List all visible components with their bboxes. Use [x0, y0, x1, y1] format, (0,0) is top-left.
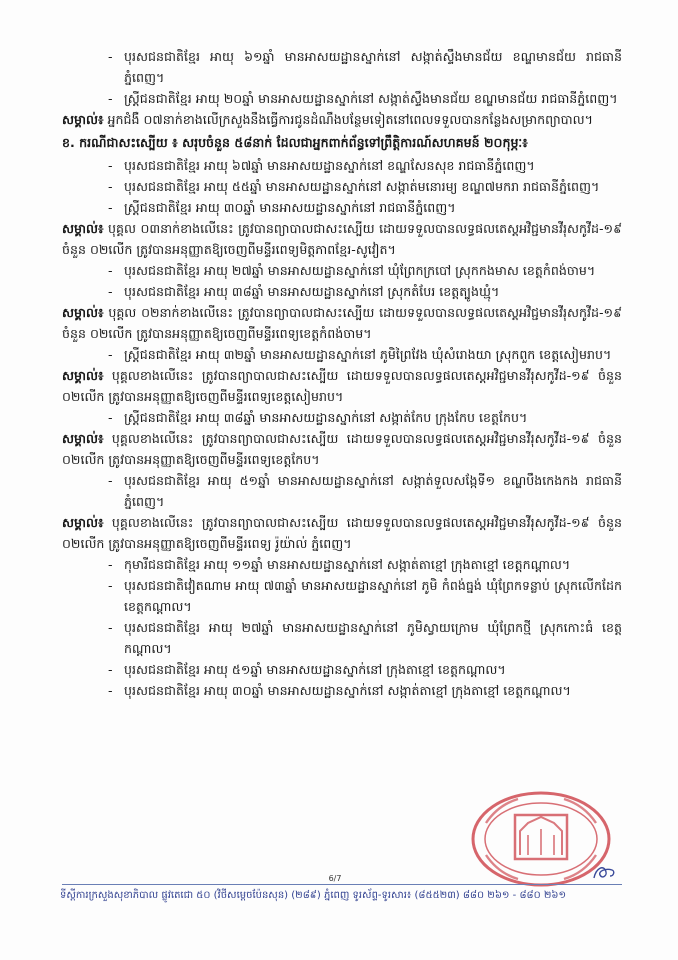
section-heading	[62, 132, 622, 153]
bullet-text: បុរសជនជាតិខ្មែរ អាយុ ៥៥ឆ្នាំ មានអាសយដ្ឋានស្នាក់នៅ សង្កាត់មនោរម្យ ខណ្ឌ៧មករា រាជធានីភ្នំពេញ។	[124, 179, 600, 194]
bullet-text: ស្ត្រីជនជាតិខ្មែរ អាយុ ២០ឆ្នាំ មានអាសយដ្ឋានស្នាក់នៅ សង្កាត់ស្ទឹងមានជ័យ ខណ្ឌមានជ័យ រាជធានីភ្នំពេញ។	[124, 91, 618, 106]
note-text: អ្នកជំងឺ ០៧នាក់ខាងលើក្រសួងនឹងធ្វើការជូនដំណឹងបន្ថែមទៀតនៅពេលទទួលបានកន្លែងសម្រាកព្យាបាល។	[103, 112, 593, 127]
note-paragraph	[62, 218, 622, 260]
bullet-text: បុរសជនជាតិវៀតណាម អាយុ ៧៣ឆ្នាំ មានអាសយដ្ឋានស្នាក់នៅ ភូមិ កំពង់ធ្នង់ ឃុំព្រែកទន្លាប់ ស្រុកលើកដែក ខេត្តកណ្ដាល។	[124, 578, 622, 614]
bullet-text: ស្ត្រីជនជាតិខ្មែរ អាយុ ៣២ឆ្នាំ មានអាសយដ្ឋានស្នាក់នៅ ភូមិព្រៃវែង ឃុំសំរោងយា ស្រុកពួក ខេត្តសៀមរាប។	[124, 347, 612, 362]
note-label: សម្គាល់៖	[62, 305, 104, 320]
bullet-item	[62, 659, 622, 680]
note-text: បុគ្គលខាងលើនេះ ត្រូវបានព្យាបាលជាសះស្បើយ ដោយទទួលបានលទ្ធផលតេស្តអវិជ្ជមានវីរុសកូវីដ-១៩ ចំនួន ០២លើក ត្រូវបានអនុញ្ញាតឱ្យចេញពីមន្ទីរពេទ្យខេត្តសៀមរាប។	[62, 368, 622, 404]
bullet-text: បុរសជនជាតិខ្មែរ អាយុ ២៧ឆ្នាំ មានអាសយដ្ឋានស្នាក់នៅ ឃុំព្រែកក្របៅ ស្រុកកងមាស ខេត្តកំពង់ចាម។	[124, 263, 596, 278]
bullet-item	[62, 407, 622, 428]
note-paragraph	[62, 365, 622, 407]
bullet-text: កុមារីជនជាតិខ្មែរ អាយុ ១១ឆ្នាំ មានអាសយដ្ឋានស្នាក់នៅ សង្កាត់តាខ្មៅ ក្រុងតាខ្មៅ ខេត្តកណ្ដាល។	[124, 557, 571, 572]
bullet-item	[62, 470, 622, 512]
bullet-item	[62, 260, 622, 281]
note-label: សម្គាល់៖	[62, 221, 104, 236]
bullet-item	[62, 155, 622, 176]
bullet-text: បុរសជនជាតិខ្មែរ អាយុ ៥១ឆ្នាំ មានអាសយដ្ឋានស្នាក់នៅ ក្រុងតាខ្មៅ ខេត្តកណ្ដាល។	[124, 662, 506, 677]
bullet-item	[62, 197, 622, 218]
bullet-text: បុរសជនជាតិខ្មែរ អាយុ ២៧ឆ្នាំ មានអាសយដ្ឋានស្នាក់នៅ ភូមិស្វាយក្រោម ឃុំព្រែកថ្មី ស្រុកកោះធំ ខេត្តកណ្ដាល។	[124, 620, 622, 656]
document-body	[62, 46, 622, 701]
bullet-item	[62, 176, 622, 197]
bullet-item	[62, 575, 622, 617]
footer-address: ទីស្តីការក្រសួងសុខាភិបាល ផ្លូវតេជោ ៥០ (វិថីសម្ដេចប៉ែនសុន) (២៨៩) ភ្នំពេញ ទូរស័ព្ទ-ទូរសារ៖ (៨៥៥២៣) ៨៨០ ២៦១ - ៨៨០ ២៦១	[60, 890, 567, 901]
bullet-text: បុរសជនជាតិខ្មែរ អាយុ ៣៨ឆ្នាំ មានអាសយដ្ឋានស្នាក់នៅ ស្រុកតំបែរ ខេត្តត្បូងឃ្មុំ។	[124, 284, 500, 299]
note-label: សម្គាល់៖	[62, 368, 104, 383]
note-paragraph	[62, 302, 622, 344]
bullet-text: បុរសជនជាតិខ្មែរ អាយុ ៥១ឆ្នាំ មានអាសយដ្ឋានស្នាក់នៅ សង្កាត់ទួលសង្កែទី១ ខណ្ឌបឹងកេងកង រាជធានីភ្នំពេញ។	[124, 473, 622, 509]
bullet-text: ស្ត្រីជនជាតិខ្មែរ អាយុ ៣០ឆ្នាំ មានអាសយដ្ឋានស្នាក់នៅ រាជធានីភ្នំពេញ។	[124, 200, 456, 215]
bullet-item	[62, 680, 622, 701]
note-text: បុគ្គល ០៣នាក់ខាងលើនេះ ត្រូវបានព្យាបាលជាសះស្បើយ ដោយទទួលបានលទ្ធផលតេស្តអវិជ្ជមានវីរុសកូវីដ-១៩ ចំនួន ០២លើក ត្រូវបានអនុញ្ញាតឱ្យចេញពីមន្ទីរពេទ្យមិត្តភាពខ្មែរ-សូវៀត។	[62, 221, 622, 257]
signature-icon	[590, 860, 618, 884]
bullet-item	[62, 554, 622, 575]
bullet-item	[62, 46, 622, 88]
bullet-item	[62, 88, 622, 109]
note-paragraph	[62, 428, 622, 470]
bullet-text: បុរសជនជាតិខ្មែរ អាយុ ៣០ឆ្នាំ មានអាសយដ្ឋានស្នាក់នៅ សង្កាត់តាខ្មៅ ក្រុងតាខ្មៅ ខេត្តកណ្ដាល។	[124, 683, 571, 698]
note-label: សម្គាល់៖	[62, 515, 104, 530]
footer-rule	[62, 884, 622, 885]
note-paragraph	[62, 512, 622, 554]
page-number: 6/7	[320, 874, 350, 883]
note-text: បុគ្គល ០២នាក់ខាងលើនេះ ត្រូវបានព្យាបាលជាសះស្បើយ ដោយទទួលបានលទ្ធផលតេស្តអវិជ្ជមានវីរុសកូវីដ-១៩ ចំនួន ០២លើក ត្រូវបានអនុញ្ញាតឱ្យចេញពីមន្ទីរពេទ្យខេត្តកំពង់ចាម។	[62, 305, 622, 341]
note-paragraph	[62, 109, 622, 130]
note-label: សម្គាល់៖	[62, 431, 104, 446]
note-label: សម្គាល់៖	[62, 112, 104, 127]
bullet-item	[62, 281, 622, 302]
section-heading-text: ខ. ករណីជាសះស្បើយ ៖ សរុបចំនួន ៥៨នាក់ ដែលជាអ្នកពាក់ព័ន្ធទៅព្រឹត្តិការណ៍សហគមន៍ ២០កុម្ភៈ៖	[62, 135, 528, 150]
note-text: បុគ្គលខាងលើនេះ ត្រូវបានព្យាបាលជាសះស្បើយ ដោយទទួលបានលទ្ធផលតេស្តអវិជ្ជមានវីរុសកូវីដ-១៩ ចំនួន ០២លើក ត្រូវបានអនុញ្ញាតឱ្យចេញពីមន្ទីរពេទ្យខេត្តកែប។	[62, 431, 622, 467]
bullet-text: ស្ត្រីជនជាតិខ្មែរ អាយុ ៣៨ឆ្នាំ មានអាសយដ្ឋានស្នាក់នៅ សង្កាត់កែប ក្រុងកែប ខេត្តកែប។	[124, 410, 528, 425]
bullet-text: បុរសជនជាតិខ្មែរ អាយុ ៦១ឆ្នាំ មានអាសយដ្ឋានស្នាក់នៅ សង្កាត់ស្ទឹងមានជ័យ ខណ្ឌមានជ័យ រាជធានីភ្នំពេញ។	[124, 49, 622, 85]
bullet-text: បុរសជនជាតិខ្មែរ អាយុ ៦៧ឆ្នាំ មានអាសយដ្ឋានស្នាក់នៅ ខណ្ឌសែនសុខ រាជធានីភ្នំពេញ។	[124, 158, 535, 173]
bullet-item	[62, 617, 622, 659]
note-text: បុគ្គលខាងលើនេះ ត្រូវបានព្យាបាលជាសះស្បើយ ដោយទទួលបានលទ្ធផលតេស្តអវិជ្ជមានវីរុសកូវីដ-១៩ ចំនួន ០២លើក ត្រូវបានអនុញ្ញាតឱ្យចេញពីមន្ទីរពេទ្យ រ៉ូយ៉ាល់ ភ្នំពេញ។	[62, 515, 622, 551]
bullet-item	[62, 344, 622, 365]
